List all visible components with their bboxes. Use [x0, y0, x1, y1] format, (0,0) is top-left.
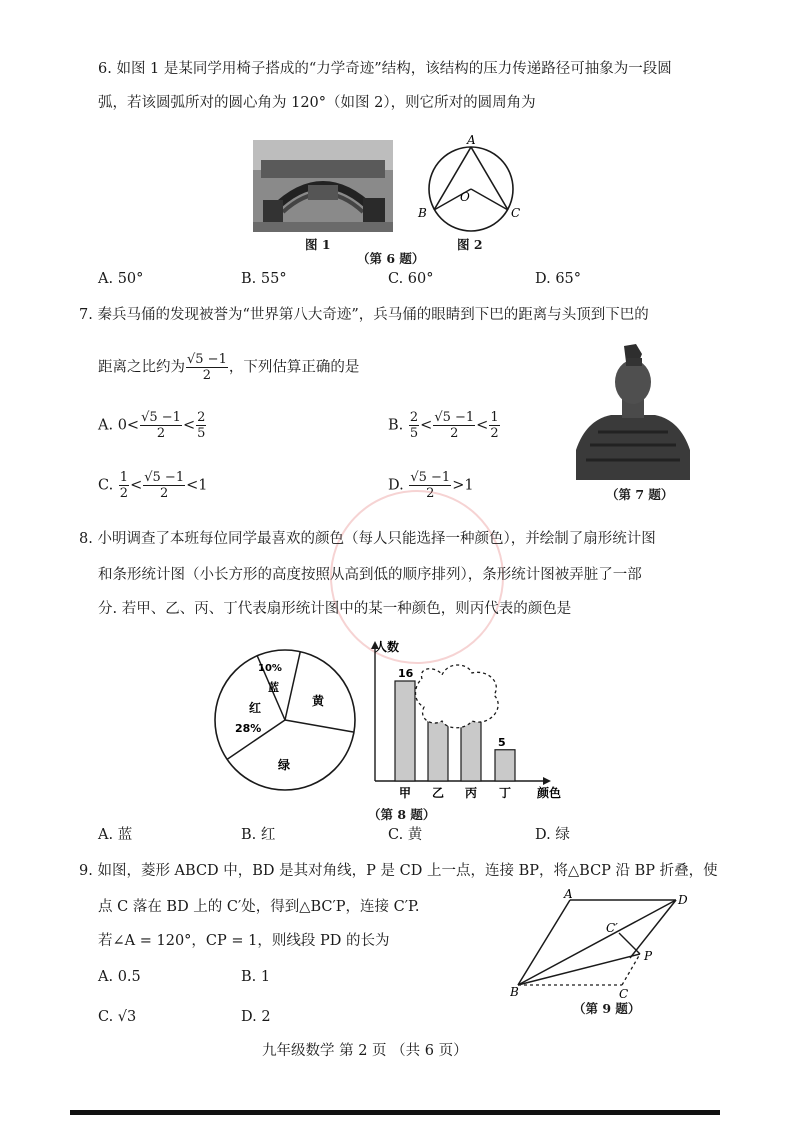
q6-fig1-label: 图 1 [305, 237, 331, 252]
bottom-rule [70, 1110, 720, 1115]
q8-line1: 8. 小明调查了本班每位同学最喜欢的颜色（每人只能选择一种颜色），并绘制了扇形统计图 [79, 531, 656, 547]
page-footer: 九年级数学 第 2 页 （共 6 页） [262, 1043, 468, 1059]
q9-line3: 若∠A = 120°，CP = 1，则线段 PD 的长为 [98, 933, 390, 949]
q7-line2: 距离之比约为 $\frac{√5 -1}{2}$ ，下列估算正确的是 [98, 352, 360, 383]
bar-y-label: 人数 [375, 640, 400, 654]
q6-chair-photo [253, 140, 393, 232]
q8-pie-chart [205, 640, 365, 800]
q6-point-b: B [418, 206, 427, 220]
q6-option-c: C. 60° [388, 271, 434, 287]
q6-option-b: B. 55° [241, 271, 287, 287]
q6-fig2-label: 图 2 [457, 237, 483, 252]
q9-option-d: D. 2 [241, 1009, 271, 1025]
pie-value-blue: 10% [258, 663, 282, 674]
pie-label-red: 红 [249, 701, 262, 715]
q6-point-c: C [511, 206, 521, 220]
q8-line3: 分. 若甲、乙、丙、丁代表扇形统计图中的某一种颜色，则丙代表的颜色是 [98, 601, 572, 617]
q6-point-a: A [467, 135, 476, 147]
q7-option-d: D. $\frac{√5 -1}{2}$ >1 [388, 470, 474, 501]
q6-line1: 6. 如图 1 是某同学用椅子搭成的“力学奇迹”结构，该结构的压力传递路径可抽象为一段圆 [98, 61, 672, 77]
q8-option-a: A. 蓝 [98, 827, 133, 843]
pie-value-red: 28% [235, 722, 262, 735]
bar-value-label-0: 16 [398, 667, 414, 680]
q8-option-b: B. 红 [241, 827, 276, 843]
bar-category-1: 乙 [432, 786, 445, 800]
q9-point-d: D [678, 893, 688, 907]
q9-option-a: A. 0.5 [98, 969, 141, 985]
q9-line1: 9. 如图，菱形 ABCD 中，BD 是其对角线，P 是 CD 上一点，连接 BP，将△BCP 沿 BP 折叠，使 [79, 863, 718, 879]
bar-smudge [416, 665, 499, 728]
q6-line2: 弧，若该圆弧所对的圆心角为 120°（如图 2），则它所对的圆周角为 [98, 95, 536, 111]
q8-line2: 和条形统计图（小长方形的高度按照从高到低的顺序排列），条形统计图被弄脏了一部 [98, 567, 642, 583]
q8-caption: （第 8 题） [368, 807, 436, 822]
q8-bar-chart [360, 635, 570, 805]
q7-option-c: C. $\frac{1}{2}$ < $\frac{√5 -1}{2}$ <1 [98, 470, 208, 501]
q7-line1: 7. 秦兵马俑的发现被誉为“世界第八大奇迹”，兵马俑的眼睛到下巴的距离与头顶到下巴的 [79, 307, 649, 323]
q9-point-p: P [644, 949, 653, 963]
q9-option-c: C. √3 [98, 1009, 137, 1025]
bar-category-3: 丁 [499, 786, 512, 800]
q8-option-c: C. 黄 [388, 827, 423, 843]
pie-label-blue: 蓝 [268, 681, 279, 694]
bar-x-label: 颜色 [537, 786, 562, 800]
q6-caption: （第 6 题） [357, 251, 425, 266]
q9-line2: 点 C 落在 BD 上的 C′处，得到△BC′P，连接 C′P. [98, 899, 420, 915]
bar-value-label-3: 5 [498, 735, 506, 749]
pie-label-yellow: 黄 [312, 694, 325, 708]
bar-0 [395, 681, 415, 781]
q7-option-b: B. $\frac{2}{5}$ < $\frac{√5 -1}{2}$ < $\frac{1}{2}$ [388, 410, 499, 441]
q6-point-o: O [460, 190, 470, 204]
bar-3 [495, 750, 515, 781]
q7-terracotta-photo [576, 340, 690, 480]
pie-label-green: 绿 [278, 758, 291, 772]
q9-option-b: B. 1 [241, 969, 271, 985]
q9-point-b: B [510, 985, 519, 999]
q6-option-a: A. 50° [98, 271, 144, 287]
bar-category-2: 丙 [465, 786, 478, 800]
q7-caption: （第 7 题） [606, 487, 674, 502]
q9-point-a: A [564, 888, 573, 901]
q6-circle-figure [413, 135, 528, 240]
q9-point-c: C [619, 987, 629, 1000]
q9-point-c-prime: C′ [606, 921, 618, 935]
q9-caption: （第 9 题） [573, 1001, 641, 1016]
q7-option-a: A. 0< $\frac{√5 -1}{2}$ < $\frac{2}{5}$ [98, 410, 206, 441]
q6-option-d: D. 65° [535, 271, 582, 287]
bar-category-0: 甲 [399, 786, 412, 800]
q8-option-d: D. 绿 [535, 827, 570, 843]
q9-rhombus-figure [510, 888, 700, 1000]
